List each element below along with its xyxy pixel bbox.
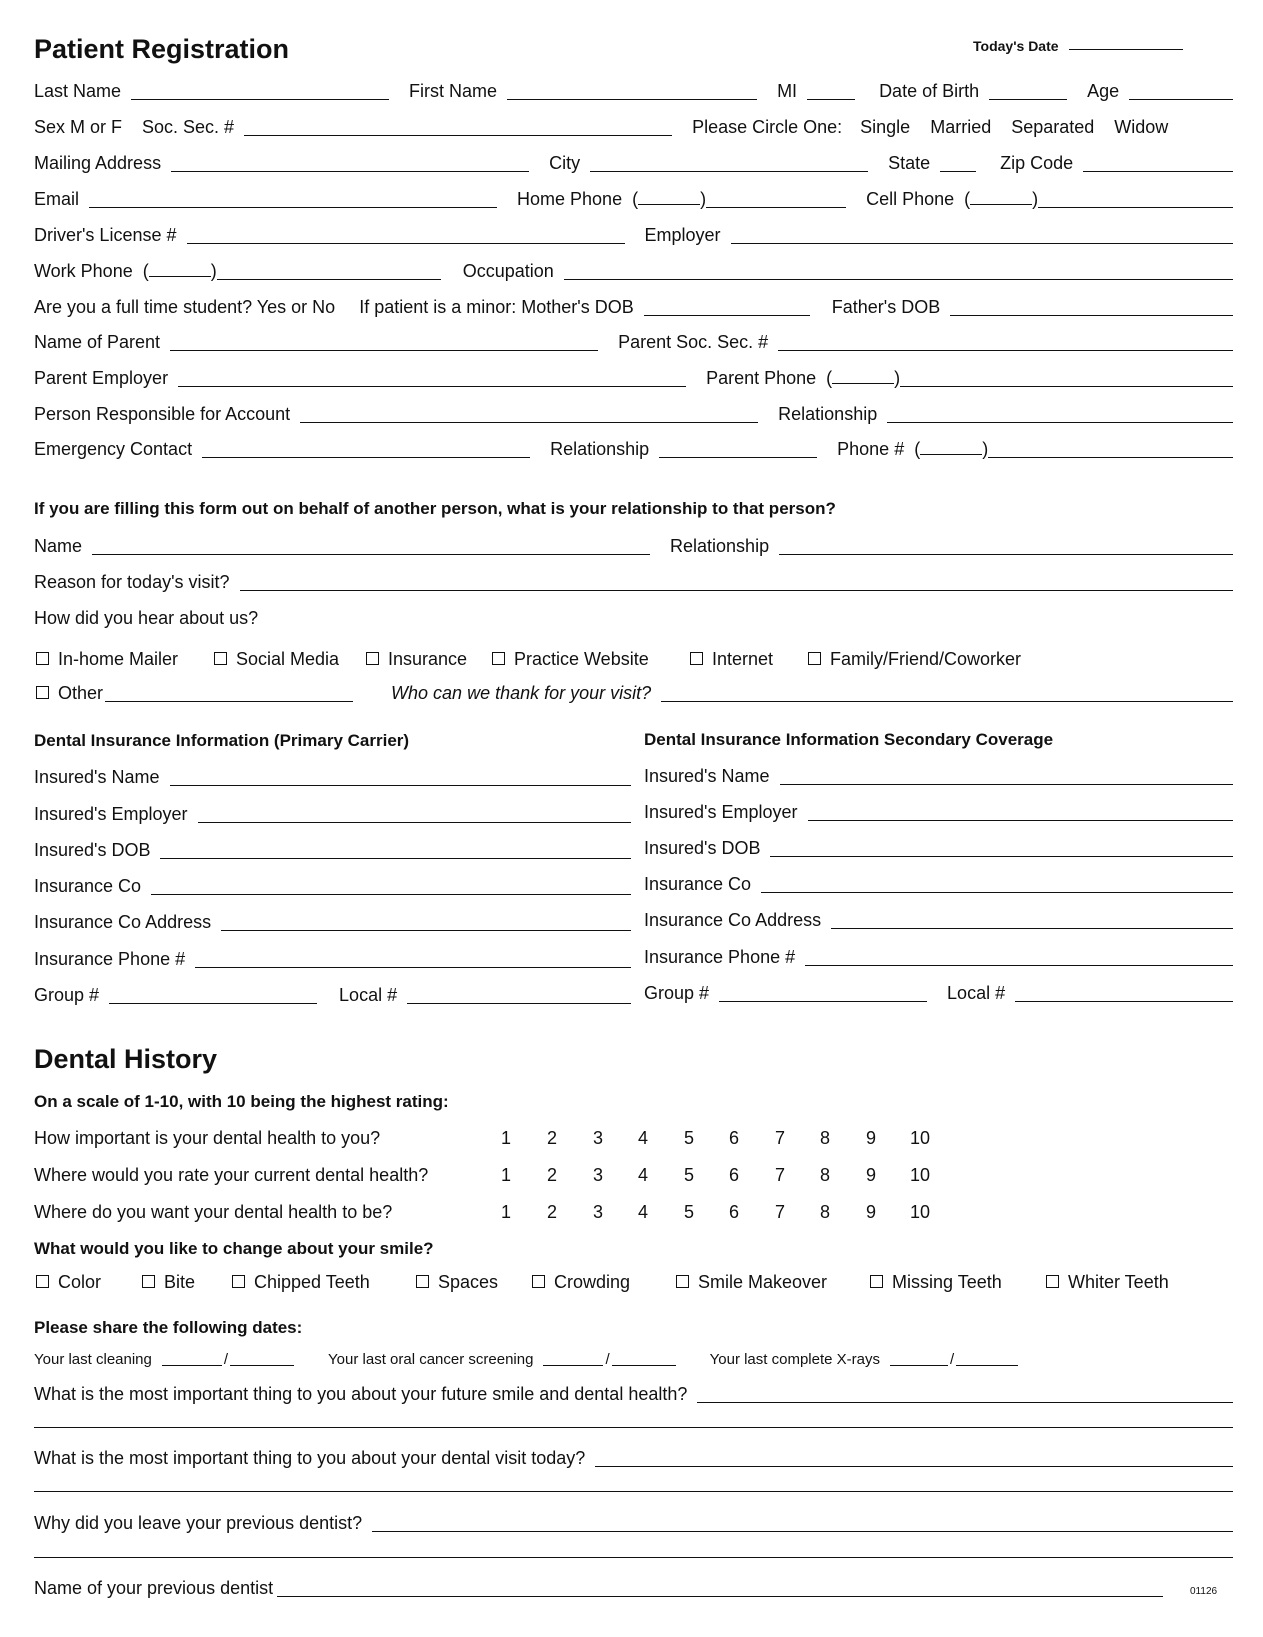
mother-dob-input[interactable]: [644, 314, 810, 316]
checkbox-icon[interactable]: [416, 1275, 429, 1288]
secondary-dob-label: Insured's DOB: [644, 838, 761, 858]
secondary-employer-input[interactable]: [808, 819, 1233, 821]
email-label: Email: [34, 189, 80, 209]
emergency-label: Emergency Contact: [34, 439, 193, 459]
hear-option-website[interactable]: Practice Website: [492, 649, 649, 670]
secondary-co-row: [644, 873, 1233, 897]
visit-question: What is the most important thing to you about your dental visit today?: [34, 1448, 586, 1468]
scale-option[interactable]: 3: [592, 1165, 603, 1185]
responsible-relationship-input[interactable]: [887, 421, 1233, 423]
checkbox-icon[interactable]: [142, 1275, 155, 1288]
row-hear: [34, 607, 1233, 631]
scale-option[interactable]: 8: [819, 1202, 830, 1222]
home-phone-label: Home Phone: [517, 189, 623, 209]
scale-question-goal: Where do you want your dental health to be?: [34, 1202, 393, 1222]
scale-option[interactable]: 5: [683, 1202, 694, 1222]
primary-local-label: Local #: [339, 985, 398, 1005]
scale-option[interactable]: 2: [546, 1165, 557, 1185]
scale-option[interactable]: 7: [774, 1165, 785, 1185]
future-input-line-2[interactable]: [34, 1427, 1233, 1428]
marital-widow[interactable]: Widow: [1114, 117, 1169, 137]
city-input[interactable]: [590, 170, 868, 172]
secondary-dob-input[interactable]: [770, 855, 1233, 857]
hear-option-insurance[interactable]: Insurance: [366, 649, 467, 670]
behalf-relationship-label: Relationship: [670, 536, 770, 556]
dob-label: Date of Birth: [879, 81, 980, 101]
checkbox-icon[interactable]: [232, 1275, 245, 1288]
hear-option-family[interactable]: Family/Friend/Coworker: [808, 649, 1021, 670]
parent-phone-area[interactable]: ( ): [826, 368, 901, 388]
cell-phone-input[interactable]: [1038, 206, 1233, 208]
primary-address-label: Insurance Co Address: [34, 912, 212, 932]
scale-question-importance: How important is your dental health to you?: [34, 1128, 381, 1148]
scale-option[interactable]: 3: [592, 1202, 603, 1222]
behalf-question: If you are filling this form out on behalf of another person, what is your relationship to that person?: [34, 499, 836, 518]
parent-name-input[interactable]: [170, 349, 598, 351]
hear-option-social[interactable]: Social Media: [214, 649, 339, 670]
secondary-phone-row: [644, 946, 1233, 970]
occupation-label: Occupation: [462, 261, 554, 281]
primary-employer-label: Insured's Employer: [34, 804, 188, 824]
scale-option[interactable]: 9: [865, 1165, 876, 1185]
last-xrays-label: Your last complete X-rays: [709, 1351, 880, 1368]
scale-option[interactable]: 4: [637, 1128, 648, 1148]
scale-row-importance: [34, 1128, 934, 1152]
father-dob-input[interactable]: [950, 314, 1233, 316]
smile-option-spaces[interactable]: Spaces: [416, 1272, 498, 1293]
first-name-input[interactable]: [507, 98, 757, 100]
primary-phone-input[interactable]: [195, 966, 631, 968]
row-parent-employer: [34, 367, 1233, 391]
leave-input[interactable]: [372, 1530, 1233, 1532]
checkbox-icon[interactable]: [808, 652, 821, 665]
row-contact: [34, 188, 1233, 212]
employer-input[interactable]: [731, 242, 1233, 244]
scale-option[interactable]: 10: [909, 1202, 931, 1222]
primary-phone-row: [34, 948, 631, 972]
secondary-employer-label: Insured's Employer: [644, 802, 798, 822]
todays-date-input[interactable]: [1069, 48, 1183, 50]
occupation-input[interactable]: [564, 278, 1233, 280]
future-question: What is the most important thing to you about your future smile and dental health?: [34, 1384, 688, 1404]
form-code: 01126: [1190, 1586, 1218, 1597]
row-other: [34, 682, 1233, 706]
marital-married[interactable]: Married: [930, 117, 992, 137]
parent-ssn-input[interactable]: [778, 349, 1233, 351]
last-cleaning-year[interactable]: [230, 1364, 294, 1366]
last-name-input[interactable]: [131, 98, 389, 100]
row-license: [34, 224, 1233, 248]
hear-option-internet[interactable]: Internet: [690, 649, 773, 670]
visit-input[interactable]: [595, 1465, 1233, 1467]
emergency-relationship-input[interactable]: [659, 456, 817, 458]
todays-date-label: Today's Date: [973, 38, 1059, 54]
first-name-label: First Name: [409, 81, 498, 101]
secondary-group-input[interactable]: [719, 1000, 927, 1002]
future-input[interactable]: [697, 1401, 1233, 1403]
age-input[interactable]: [1129, 98, 1233, 100]
hear-label: How did you hear about us?: [34, 608, 259, 628]
primary-co-label: Insurance Co: [34, 876, 142, 896]
parent-name-label: Name of Parent: [34, 332, 161, 352]
state-input[interactable]: [940, 170, 976, 172]
primary-dob-input[interactable]: [160, 857, 631, 859]
responsible-label: Person Responsible for Account: [34, 404, 291, 424]
primary-employer-input[interactable]: [198, 821, 631, 823]
row-behalf: [34, 535, 1233, 559]
last-cleaning-label: Your last cleaning: [34, 1351, 152, 1368]
zip-label: Zip Code: [1000, 153, 1074, 173]
todays-date-field: [973, 38, 1183, 54]
dental-history-title: Dental History: [34, 1044, 218, 1074]
sex-label[interactable]: Sex M or F: [34, 117, 123, 137]
scale-option[interactable]: 7: [774, 1128, 785, 1148]
last-name-label: Last Name: [34, 81, 122, 101]
parent-employer-input[interactable]: [178, 385, 686, 387]
secondary-name-row: [644, 765, 1233, 789]
behalf-name-label: Name: [34, 536, 83, 556]
secondary-name-input[interactable]: [780, 783, 1234, 785]
smile-question: What would you like to change about your smile?: [34, 1239, 434, 1258]
thank-label: Who can we thank for your visit?: [391, 683, 652, 703]
scale-option[interactable]: 1: [500, 1165, 511, 1185]
other-input[interactable]: [105, 700, 353, 702]
primary-group-label: Group #: [34, 985, 100, 1005]
ssn-label: Soc. Sec. #: [142, 117, 235, 137]
ssn-input[interactable]: [244, 134, 672, 136]
smile-option-chipped[interactable]: Chipped Teeth: [232, 1272, 370, 1293]
row-student: [34, 296, 1233, 320]
dates-title: Please share the following dates:: [34, 1318, 303, 1337]
primary-co-row: [34, 875, 631, 899]
checkbox-icon[interactable]: [676, 1275, 689, 1288]
primary-group-row: [34, 984, 631, 1008]
last-screening-label: Your last oral cancer screening: [328, 1351, 534, 1368]
scale-option[interactable]: 10: [909, 1165, 931, 1185]
scale-option[interactable]: 2: [546, 1202, 557, 1222]
primary-co-input[interactable]: [151, 893, 631, 895]
secondary-address-row: [644, 909, 1233, 933]
email-input[interactable]: [89, 206, 497, 208]
checkbox-icon[interactable]: [214, 652, 227, 665]
row-work: [34, 260, 1233, 284]
scale-option[interactable]: 6: [728, 1202, 739, 1222]
reason-input[interactable]: [240, 589, 1233, 591]
primary-insurance-title: Dental Insurance Information (Primary Carrier): [34, 731, 410, 750]
last-xrays-year[interactable]: [956, 1364, 1018, 1366]
secondary-employer-row: [644, 801, 1233, 825]
secondary-local-input[interactable]: [1015, 1000, 1233, 1002]
checkbox-icon[interactable]: [1046, 1275, 1059, 1288]
hear-option-mailer[interactable]: In-home Mailer: [36, 649, 178, 670]
thank-input[interactable]: [661, 700, 1233, 702]
secondary-name-label: Insured's Name: [644, 766, 770, 786]
primary-name-label: Insured's Name: [34, 767, 160, 787]
primary-name-input[interactable]: [170, 784, 632, 786]
cell-phone-label: Cell Phone: [866, 189, 955, 209]
work-phone-area[interactable]: ( ): [142, 261, 217, 281]
employer-label: Employer: [644, 225, 721, 245]
scale-row-current: [34, 1165, 934, 1189]
checkbox-icon[interactable]: [532, 1275, 545, 1288]
scale-option[interactable]: 6: [728, 1165, 739, 1185]
scale-option[interactable]: 1: [500, 1128, 511, 1148]
row-name: [34, 80, 1233, 104]
row-future: [34, 1383, 1233, 1407]
emergency-input[interactable]: [202, 456, 530, 458]
primary-address-row: [34, 911, 631, 935]
state-label: State: [888, 153, 931, 173]
row-responsible: [34, 403, 1233, 427]
smile-option-makeover[interactable]: Smile Makeover: [676, 1272, 827, 1293]
row-previous: [34, 1577, 1163, 1601]
row-address: [34, 152, 1233, 176]
row-reason: [34, 571, 1233, 595]
scale-title: On a scale of 1-10, with 10 being the highest rating:: [34, 1092, 449, 1111]
smile-option-color[interactable]: Color: [36, 1272, 101, 1293]
marital-single[interactable]: Single: [860, 117, 911, 137]
secondary-group-row: [644, 982, 1233, 1006]
primary-employer-row: [34, 803, 631, 827]
row-emergency: [34, 438, 1233, 462]
age-label: Age: [1087, 81, 1120, 101]
secondary-phone-input[interactable]: [805, 964, 1233, 966]
scale-option[interactable]: 10: [909, 1128, 931, 1148]
secondary-co-input[interactable]: [761, 891, 1233, 893]
last-screening-year[interactable]: [612, 1364, 676, 1366]
parent-phone-input[interactable]: [900, 385, 1233, 387]
city-label: City: [549, 153, 581, 173]
behalf-relationship-input[interactable]: [779, 553, 1233, 555]
scale-row-goal: [34, 1202, 934, 1226]
secondary-dob-row: [644, 837, 1233, 861]
work-phone-input[interactable]: [217, 278, 441, 280]
dob-input[interactable]: [989, 98, 1067, 100]
primary-phone-label: Insurance Phone #: [34, 949, 186, 969]
previous-dentist-input[interactable]: [277, 1595, 1163, 1597]
parent-ssn-label: Parent Soc. Sec. #: [618, 332, 769, 352]
parent-employer-label: Parent Employer: [34, 368, 169, 388]
scale-option[interactable]: 5: [683, 1165, 694, 1185]
checkbox-icon[interactable]: [36, 1275, 49, 1288]
primary-dob-row: [34, 839, 631, 863]
checkbox-icon[interactable]: [870, 1275, 883, 1288]
smile-options: [34, 1272, 1234, 1296]
license-label: Driver's License #: [34, 225, 177, 245]
marital-separated[interactable]: Separated: [1011, 117, 1095, 137]
checkbox-icon[interactable]: [492, 652, 505, 665]
scale-option[interactable]: 2: [546, 1128, 557, 1148]
primary-name-row: [34, 766, 631, 790]
hear-option-other[interactable]: Other: [34, 683, 103, 706]
checkbox-icon[interactable]: [366, 652, 379, 665]
reason-label: Reason for today's visit?: [34, 572, 230, 592]
secondary-co-label: Insurance Co: [644, 874, 752, 894]
secondary-group-label: Group #: [644, 983, 710, 1003]
primary-dob-label: Insured's DOB: [34, 840, 151, 860]
checkbox-icon[interactable]: [36, 686, 49, 699]
scale-option[interactable]: 4: [637, 1165, 648, 1185]
leave-question: Why did you leave your previous dentist?: [34, 1513, 363, 1533]
father-dob-label: Father's DOB: [831, 297, 941, 317]
secondary-local-label: Local #: [947, 983, 1006, 1003]
emergency-phone-label: Phone #: [837, 439, 905, 459]
secondary-address-input[interactable]: [831, 927, 1233, 929]
row-leave: [34, 1512, 1233, 1536]
scale-question-current: Where would you rate your current dental health?: [34, 1165, 429, 1185]
primary-local-input[interactable]: [407, 1002, 631, 1004]
scale-option[interactable]: 7: [774, 1202, 785, 1222]
scale-option[interactable]: 3: [592, 1128, 603, 1148]
last-xrays-month[interactable]: [890, 1364, 948, 1366]
license-input[interactable]: [187, 242, 625, 244]
leave-input-line-2[interactable]: [34, 1557, 1233, 1558]
last-cleaning-month[interactable]: [162, 1364, 222, 1366]
emergency-phone-area[interactable]: ( ): [914, 439, 989, 459]
previous-dentist-label: Name of your previous dentist: [34, 1578, 274, 1598]
mother-dob-label: If patient is a minor: Mother's DOB: [359, 297, 634, 317]
smile-option-missing[interactable]: Missing Teeth: [870, 1272, 1002, 1293]
row-visit: [34, 1447, 1233, 1471]
secondary-insurance-title: Dental Insurance Information Secondary Coverage: [644, 730, 1054, 749]
scale-option[interactable]: 1: [500, 1202, 511, 1222]
smile-option-whiter[interactable]: Whiter Teeth: [1046, 1272, 1169, 1293]
work-phone-label: Work Phone: [34, 261, 133, 281]
smile-option-bite[interactable]: Bite: [142, 1272, 195, 1293]
scale-option[interactable]: 4: [637, 1202, 648, 1222]
smile-option-crowding[interactable]: Crowding: [532, 1272, 630, 1293]
home-phone-area[interactable]: ( ): [632, 189, 707, 209]
behalf-name-input[interactable]: [92, 553, 650, 555]
page-title: Patient Registration: [34, 34, 290, 64]
cell-phone-area[interactable]: ( ): [964, 189, 1039, 209]
mi-label: MI: [777, 81, 798, 101]
scale-option[interactable]: 8: [819, 1128, 830, 1148]
primary-address-input[interactable]: [221, 929, 631, 931]
secondary-phone-label: Insurance Phone #: [644, 947, 796, 967]
marital-circle-label: Please Circle One:: [692, 117, 843, 137]
emergency-relationship-label: Relationship: [550, 439, 650, 459]
scale-option[interactable]: 6: [728, 1128, 739, 1148]
last-screening-month[interactable]: [543, 1364, 603, 1366]
address-label: Mailing Address: [34, 153, 162, 173]
scale-option[interactable]: 9: [865, 1128, 876, 1148]
checkbox-icon[interactable]: [36, 652, 49, 665]
mi-input[interactable]: [807, 98, 855, 100]
home-phone-input[interactable]: [706, 206, 846, 208]
row-sex-ssn: [34, 116, 1233, 140]
address-input[interactable]: [171, 170, 529, 172]
parent-phone-label: Parent Phone: [706, 368, 817, 388]
primary-group-input[interactable]: [109, 1002, 317, 1004]
zip-input[interactable]: [1083, 170, 1233, 172]
scale-option[interactable]: 5: [683, 1128, 694, 1148]
row-parent: [34, 331, 1233, 355]
responsible-relationship-label: Relationship: [778, 404, 878, 424]
row-dates: Your last cleaning / Your last oral cancer screening / Your last complete X-rays /: [34, 1346, 1233, 1370]
emergency-phone-input[interactable]: [988, 456, 1233, 458]
scale-option[interactable]: 9: [865, 1202, 876, 1222]
student-label[interactable]: Are you a full time student? Yes or No: [34, 297, 336, 317]
hear-options: [34, 649, 1234, 673]
scale-option[interactable]: 8: [819, 1165, 830, 1185]
checkbox-icon[interactable]: [690, 652, 703, 665]
secondary-address-label: Insurance Co Address: [644, 910, 822, 930]
visit-input-line-2[interactable]: [34, 1491, 1233, 1492]
responsible-input[interactable]: [300, 421, 758, 423]
